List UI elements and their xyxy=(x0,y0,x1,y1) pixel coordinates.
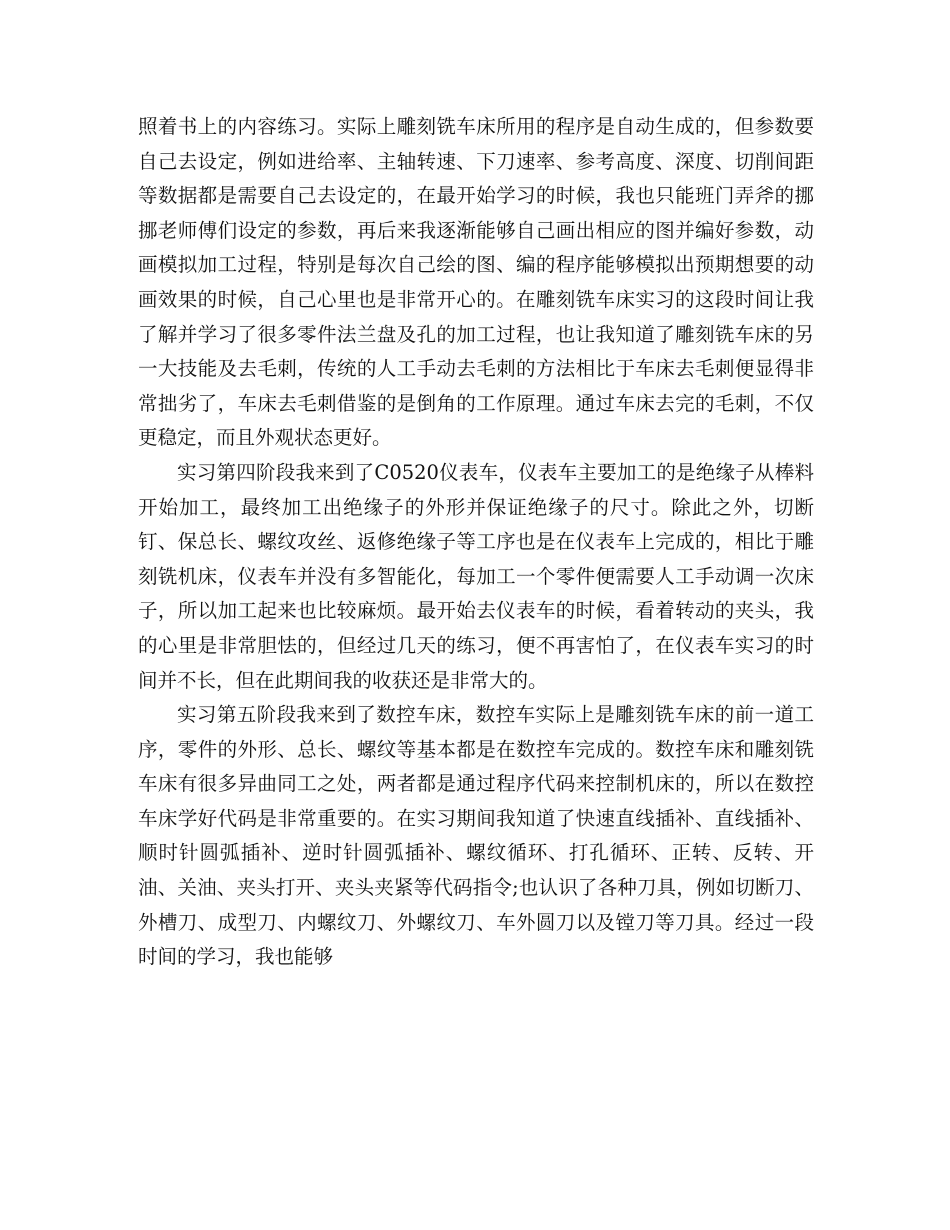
paragraph-continuation: 照着书上的内容练习。实际上雕刻铣车床所用的程序是自动生成的，但参数要自己去设定，例如进给率、主轴转速、下刀速率、参考高度、深度、切削间距等数据都是需要自己去设定的，在最开始学习的时候，我也只能班门弄斧的挪挪老师傅们设定的参数，再后来我逐渐能够自己画出相应的图并编好参数，动画模拟加工过程，特别是每次自己绘的图、编的程序能够模拟出预期想要的动画效果的时候，自己心里也是非常开心的。在雕刻铣车床实习的这段时间让我了解并学习了很多零件法兰盘及孔的加工过程，也让我知道了雕刻铣车床的另一大技能及去毛刺，传统的人工手动去毛刺的方法相比于车床去毛刺便显得非常拙劣了，车床去毛刺借鉴的是倒角的工作原理。通过车床去完的毛刺，不仅更稳定，而且外观状态更好。 xyxy=(138,115,814,450)
paragraph-stage-five: 实习第五阶段我来到了数控车床，数控车实际上是雕刻铣车床的前一道工序，零件的外形、总长、螺纹等基本都是在数控车完成的。数控车床和雕刻铣车床有很多异曲同工之处，两者都是通过程序代码来控制机床的，所以在数控车床学好代码是非常重要的。在实习期间我知道了快速直线插补、直线插补、顺时针圆弧插补、逆时针圆弧插补、螺纹循环、打孔循环、正转、反转、开油、关油、夹头打开、夹头夹紧等代码指令;也认识了各种刀具，例如切断刀、外槽刀、成型刀、内螺纹刀、外螺纹刀、车外圆刀以及镗刀等刀具。经过一段时间的学习，我也能够 xyxy=(138,703,814,969)
paragraph-stage-four: 实习第四阶段我来到了C0520仪表车，仪表车主要加工的是绝缘子从棒料开始加工，最终加工出绝缘子的外形并保证绝缘子的尺寸。除此之外，切断钉、保总长、螺纹攻丝、返修绝缘子等工序也是在仪表车上完成的，相比于雕刻铣机床，仪表车并没有多智能化，每加工一个零件便需要人工手动调一次床子，所以加工起来也比较麻烦。最开始去仪表车的时候，看着转动的夹头，我的心里是非常胆怯的，但经过几天的练习，便不再害怕了，在仪表车实习的时间并不长，但在此期间我的收获还是非常大的。 xyxy=(138,460,814,692)
document-body xyxy=(138,110,814,975)
